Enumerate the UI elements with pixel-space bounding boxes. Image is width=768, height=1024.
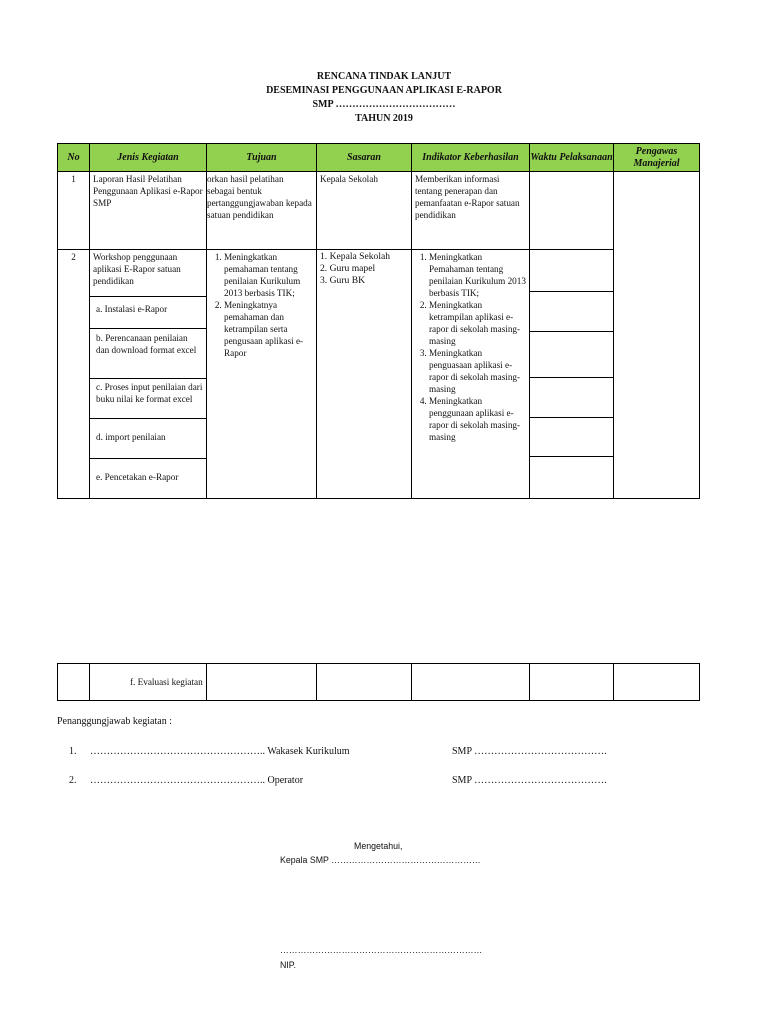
col-header-waktu: Waktu Pelaksanaan [530, 144, 614, 172]
doc-title-line3: SMP ……………………………… [312, 99, 456, 110]
row2-sub-b: b. Perencanaan penilaian dan download format excel [90, 328, 206, 378]
col-header-indikator: Indikator Keberhasilan [412, 144, 530, 172]
kepala-sekolah-line: Kepala SMP …………………………………………… [280, 855, 481, 865]
row1-no: 1 [71, 174, 76, 184]
col-header-pengawas: Pengawas Manajerial [614, 144, 700, 172]
pengawas-cell [614, 172, 700, 499]
pj-num-1: 1. [69, 746, 77, 757]
row2-sub-e: e. Pencetakan e-Rapor [90, 458, 206, 498]
row2-sub-a: a. Instalasi e-Rapor [90, 296, 206, 328]
row3-jenis: f. Evaluasi kegiatan [130, 677, 203, 687]
list-item: 4. Meningkatkan penggunaan aplikasi e-rapor di sekolah masing-masing [429, 395, 526, 443]
pj-line-2: …………………………………………….. Operator [90, 775, 304, 786]
row2-sub-d: d. import penilaian [90, 418, 206, 458]
pj-label: Penanggungjawab kegiatan : [57, 716, 172, 727]
pj-line-1: …………………………………………….. Wakasek Kurikulum [90, 746, 350, 757]
plan-table [57, 143, 700, 499]
list-item: 2. Meningkatkan ketrampilan aplikasi e-rapor di sekolah masing-masing [429, 299, 526, 347]
list-item: 1. Meningkatkan pemahaman tentang penilaian Kurikulum 2013 berbasis TIK; [224, 251, 313, 299]
mengetahui-label: Mengetahui, [354, 841, 403, 851]
doc-title-line2: DESEMINASI PENGGUNAAN APLIKASI E-RAPOR [266, 85, 502, 96]
row2-sasaran-2: 2. Guru mapel [320, 263, 376, 274]
signature-dots: …………………………………………………………… [280, 945, 483, 955]
row2-jenis: Workshop penggunaan aplikasi E-Rapor satuan pendidikan [93, 252, 181, 286]
pj-school-2: SMP …………………………………. [452, 775, 607, 786]
row2-sasaran-3: 3. Guru BK [320, 275, 366, 286]
row2-sub-c: c. Proses input penilaian dari buku nilai ke format excel [90, 378, 206, 418]
table-row [58, 172, 700, 250]
row2-no: 2 [71, 252, 76, 262]
list-item: 3. Meningkatkan penguasaan aplikasi e-rapor di sekolah masing-masing [429, 347, 526, 395]
table-row [58, 664, 700, 701]
pj-school-1: SMP …………………………………. [452, 746, 607, 757]
col-header-sasaran: Sasaran [317, 144, 412, 172]
row2-tujuan-list [210, 251, 313, 359]
list-item: 2. Meningkatnya pemahaman dan ketrampilan serta pengusaan aplikasi e-Rapor [224, 299, 313, 359]
row1-sasaran: Kepala Sekolah [320, 174, 378, 184]
col-header-jenis: Jenis Kegiatan [90, 144, 207, 172]
nip-label: NIP. [280, 960, 296, 970]
pj-num-2: 2. [69, 775, 77, 786]
doc-title-line1: RENCANA TINDAK LANJUT [316, 71, 452, 82]
row1-jenis: Laporan Hasil Pelatihan Penggunaan Aplikasi e-Rapor SMP [93, 174, 203, 208]
table-row [58, 250, 700, 499]
doc-title-line4: TAHUN 2019 [355, 113, 413, 124]
row1-tujuan: orkan hasil pelatihan sebagai bentuk pertanggungjawaban kepada satuan pendidikan [207, 174, 312, 220]
col-header-tujuan: Tujuan [207, 144, 317, 172]
evaluation-table [57, 663, 700, 701]
list-item: 1. Meningkatkan Pemahaman tentang penilaian Kurikulum 2013 berbasis TIK; [429, 251, 526, 299]
row2-indikator-list [415, 251, 526, 443]
col-header-no: No [58, 144, 90, 172]
row2-sasaran-1: 1. Kepala Sekolah [320, 251, 391, 262]
row1-indikator: Memberikan informasi tentang penerapan dan pemanfaatan e-Rapor satuan pendidikan [415, 174, 520, 220]
